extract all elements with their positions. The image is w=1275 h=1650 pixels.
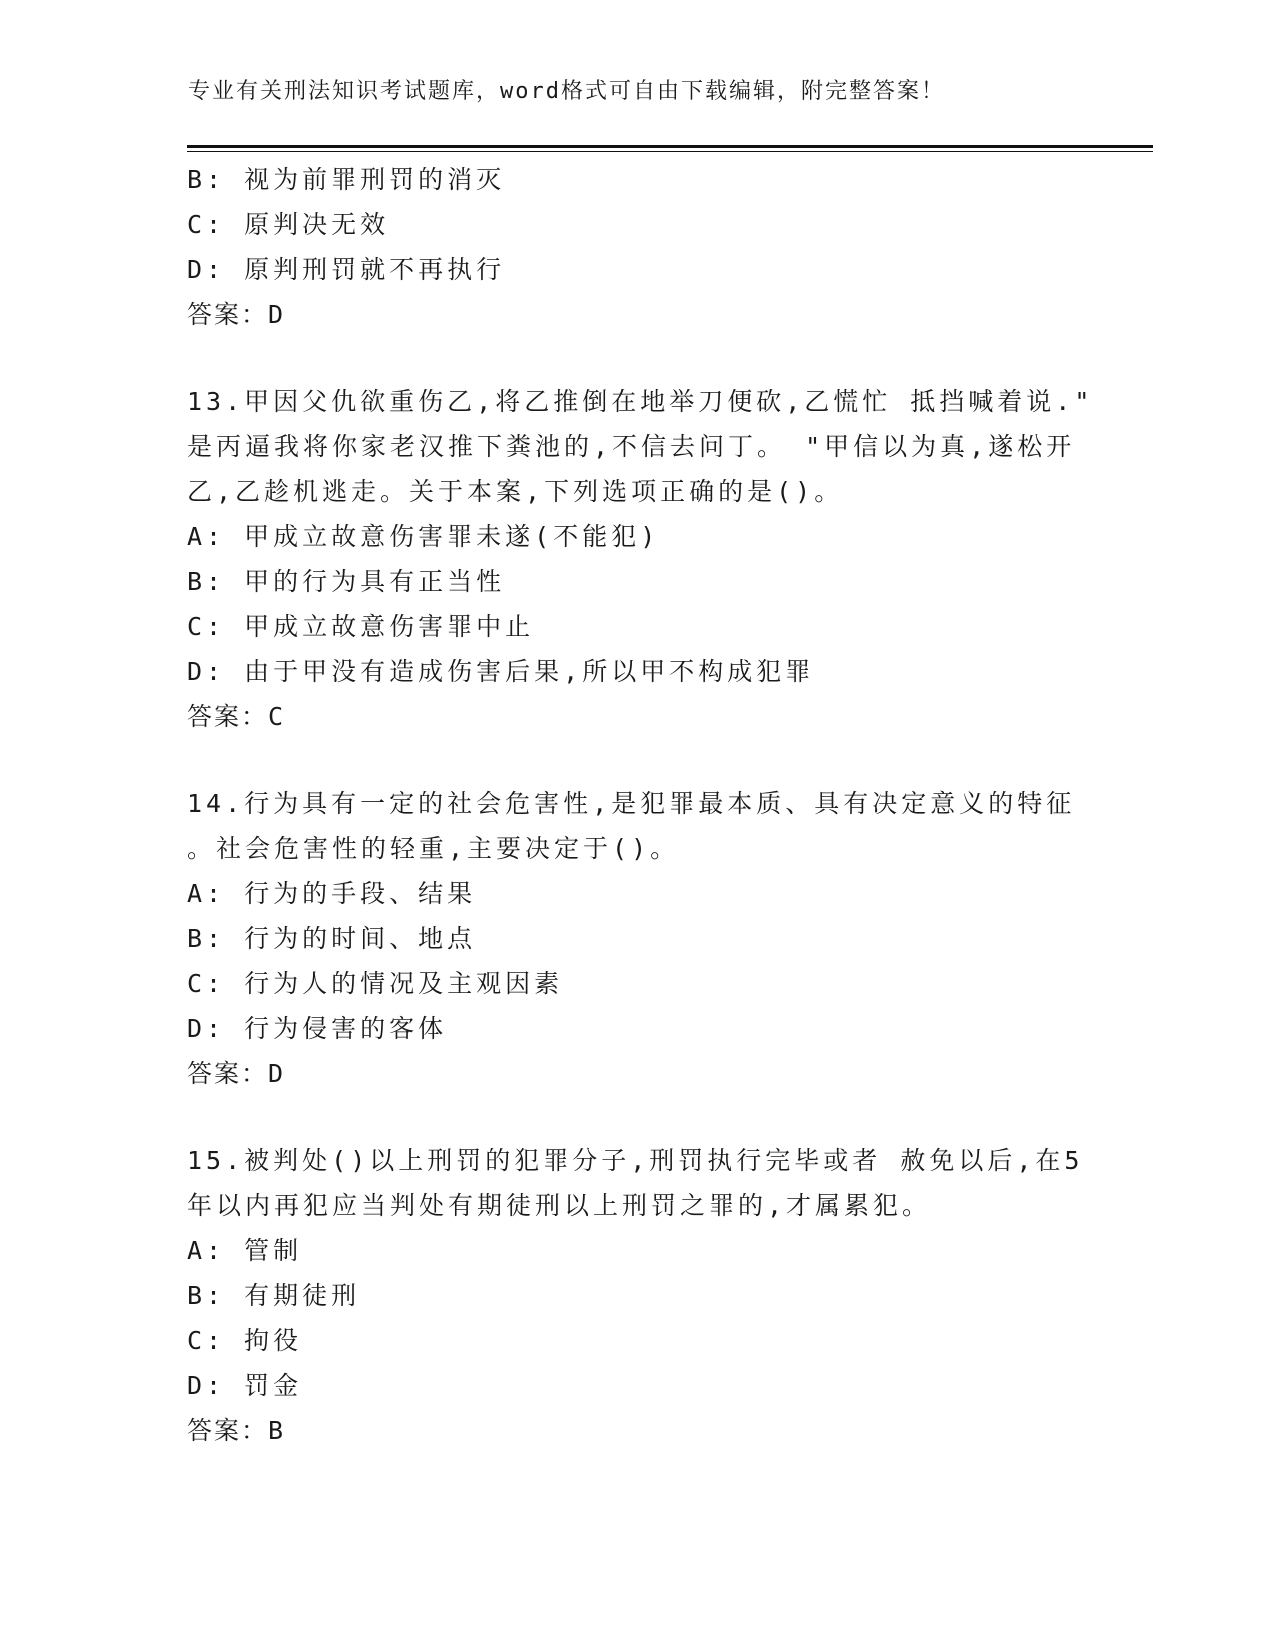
question-text-line: 是丙逼我将你家老汉推下粪池的,不信去问丁。 "甲信以为真,遂松开 xyxy=(187,432,1076,461)
option-d: D: 罚金 xyxy=(187,1371,303,1400)
spacer xyxy=(187,337,1087,379)
question-15 xyxy=(187,1138,1087,1453)
header-rule-thin xyxy=(187,151,1153,152)
option-a: A: 甲成立故意伤害罪未遂(不能犯) xyxy=(187,522,660,551)
question-13 xyxy=(187,379,1094,739)
question-14 xyxy=(187,781,1087,1096)
option-b: B: 有期徒刑 xyxy=(187,1281,361,1310)
question-list xyxy=(187,157,1094,1453)
question-text-line: 年以内再犯应当判处有期徒刑以上刑罚之罪的,才属累犯。 xyxy=(187,1191,932,1220)
option-c: C: 拘役 xyxy=(187,1326,303,1355)
question-text-line: 13.甲因父仇欲重伤乙,将乙推倒在地举刀便砍,乙慌忙 抵挡喊着说." xyxy=(187,387,1094,416)
document-header: 专业有关刑法知识考试题库，word格式可自由下载编辑，附完整答案！ xyxy=(188,79,945,104)
option-d: D: 行为侵害的客体 xyxy=(187,1014,448,1043)
question-text-line: 15.被判处()以上刑罚的犯罪分子,刑罚执行完毕或者 赦免以后,在5 xyxy=(187,1146,1084,1175)
answer-line: 答案：C xyxy=(187,702,286,731)
option-d: D: 原判刑罚就不再执行 xyxy=(187,255,506,284)
spacer xyxy=(187,1096,1087,1138)
option-a: A: 行为的手段、结果 xyxy=(187,879,477,908)
spacer xyxy=(187,739,1087,781)
option-c: C: 甲成立故意伤害罪中止 xyxy=(187,612,535,641)
question-text-line: 。社会危害性的轻重,主要决定于()。 xyxy=(187,834,680,863)
answer-line: 答案：D xyxy=(187,300,286,329)
question-12-tail xyxy=(187,157,1087,337)
question-text-line: 14.行为具有一定的社会危害性,是犯罪最本质、具有决定意义的特征 xyxy=(187,789,1076,818)
answer-line: 答案：B xyxy=(187,1416,286,1445)
header-rule-thick xyxy=(187,145,1153,148)
option-b: B: 甲的行为具有正当性 xyxy=(187,567,506,596)
option-b: B: 行为的时间、地点 xyxy=(187,924,477,953)
option-b: B: 视为前罪刑罚的消灭 xyxy=(187,165,506,194)
option-d: D: 由于甲没有造成伤害后果,所以甲不构成犯罪 xyxy=(187,657,815,686)
option-a: A: 管制 xyxy=(187,1236,303,1265)
question-text-line: 乙,乙趁机逃走。关于本案,下列选项正确的是()。 xyxy=(187,477,844,506)
option-c: C: 行为人的情况及主观因素 xyxy=(187,969,564,998)
answer-line: 答案：D xyxy=(187,1059,286,1088)
option-c: C: 原判决无效 xyxy=(187,210,390,239)
